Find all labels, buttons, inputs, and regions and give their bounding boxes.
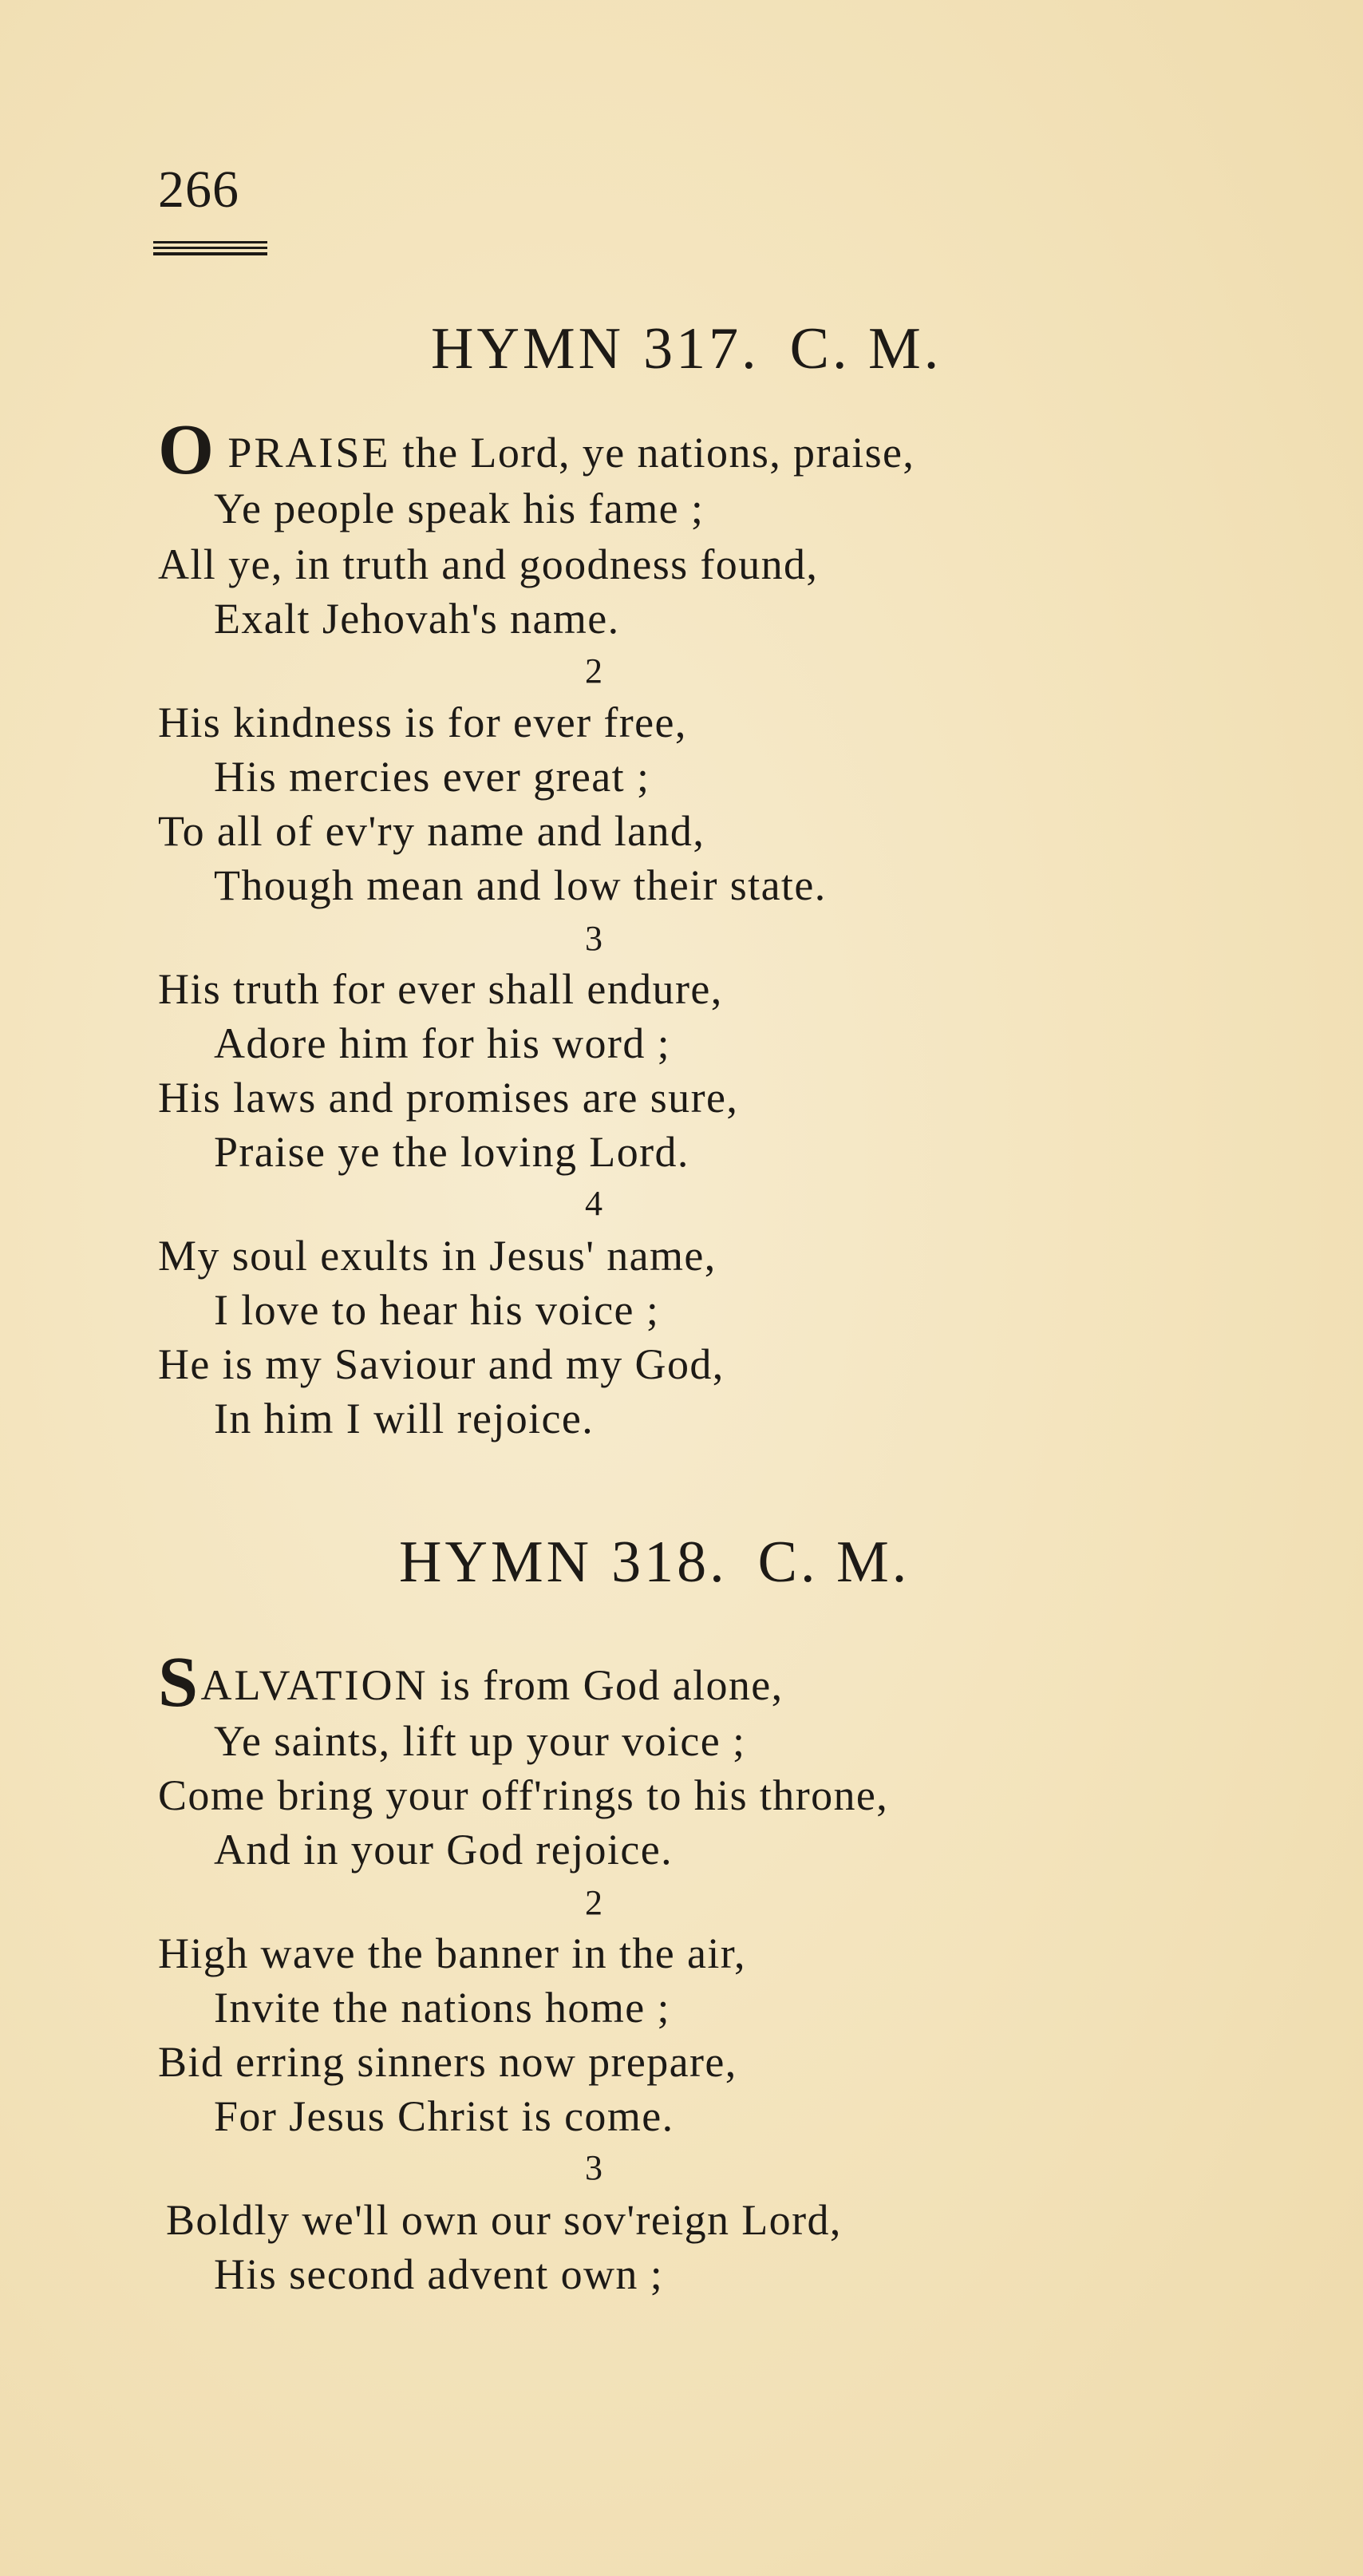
hymn-line: In him I will rejoice. [214,1395,595,1442]
drop-cap: S [158,1643,200,1722]
verse-number: 3 [585,919,602,958]
hymn-meter: C. M. [757,1529,911,1595]
hymn-line: I love to hear his voice ; [214,1286,660,1334]
drop-cap: O [158,410,215,489]
hymn-line: For Jesus Christ is come. [214,2092,674,2140]
hymn-number: 318. [611,1529,728,1595]
header-rule-ornament [153,241,267,262]
hymn-line [158,410,915,489]
hymn-meter: C. M. [789,316,942,382]
hymn-title-word: HYMN [431,316,625,382]
first-line-rest: is from God alone, [440,1661,784,1709]
verse-number: 2 [585,1883,602,1922]
hymn-line: His laws and promises are sure, [158,1074,739,1122]
first-word: PRAISE [227,429,391,477]
hymn-line: Boldly we'll own our sov'reign Lord, [166,2196,842,2244]
hymn-line: High wave the banner in the air, [158,1929,746,1977]
hymn-line: My soul exults in Jesus' name, [158,1232,717,1280]
hymn-line: Ye people speak his fame ; [214,485,705,532]
hymn-title [399,1529,911,1595]
verse-number: 2 [585,651,602,690]
verse-number: 3 [585,2148,602,2187]
hymn-line: He is my Saviour and my God, [158,1340,725,1388]
hymn-line: Adore him for his word ; [214,1019,671,1067]
hymn-line: Bid erring sinners now prepare, [158,2038,737,2086]
hymn-line: To all of ev'ry name and land, [158,807,705,855]
hymn-title [431,316,942,382]
hymn-line: Ye saints, lift up your voice ; [214,1717,746,1765]
first-line-rest: the Lord, ye nations, praise, [402,429,915,477]
verse-number: 4 [585,1184,602,1223]
first-word: ALVATION [200,1661,429,1709]
hymn-line: Praise ye the loving Lord. [214,1128,689,1176]
hymn-line: His kindness is for ever free, [158,698,687,746]
hymn-line: Invite the nations home ; [214,1984,670,2032]
hymn-line: His second advent own ; [214,2250,664,2298]
hymn-line: Though mean and low their state. [214,861,827,909]
hymn-line: All ye, in truth and goodness found, [158,540,819,588]
page-number: 266 [158,160,239,219]
hymn-line: Exalt Jehovah's name. [214,595,620,643]
hymn-title-word: HYMN [399,1529,593,1595]
hymn-line: Come bring your off'rings to his throne, [158,1771,889,1819]
hymn-line: And in your God rejoice. [214,1826,673,1874]
hymn-number: 317. [643,316,760,382]
hymn-line: His truth for ever shall endure, [158,965,723,1013]
hymn-line [158,1643,784,1722]
hymn-line: His mercies ever great ; [214,753,650,801]
